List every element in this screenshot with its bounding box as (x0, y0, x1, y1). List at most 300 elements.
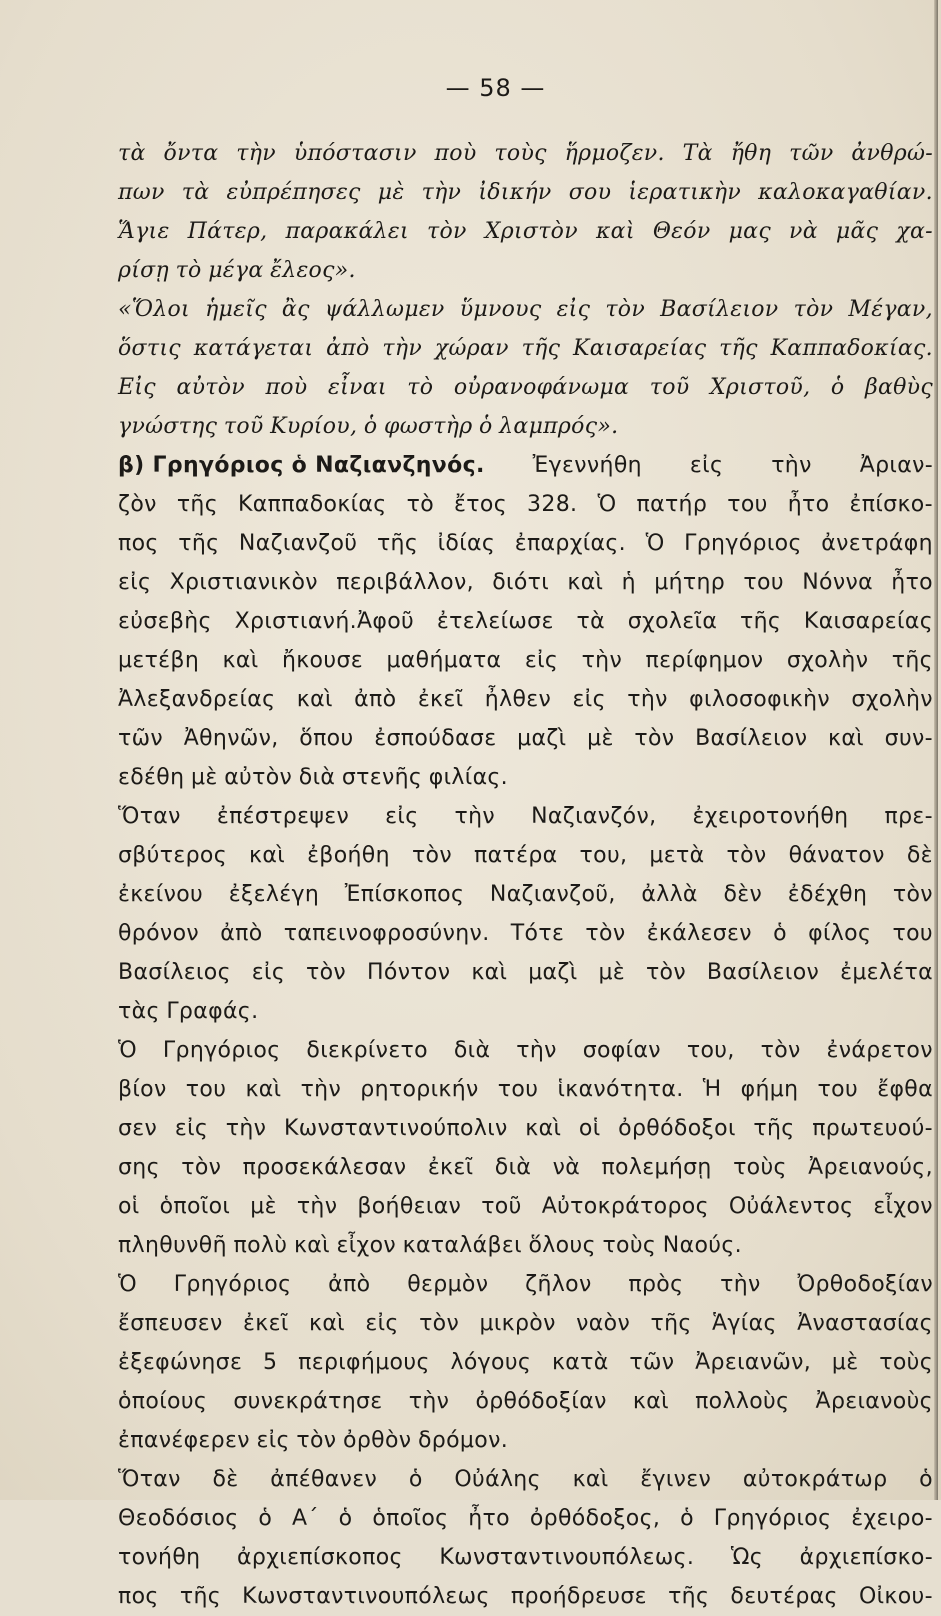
text-line (118, 1031, 933, 1070)
word: πων (118, 180, 165, 205)
word: Εἰς (118, 375, 156, 400)
word: του (892, 921, 933, 946)
text-line (118, 1499, 933, 1538)
word: ὄντα (163, 141, 219, 166)
word: δευτέρας (730, 1584, 838, 1609)
word: τὸν (892, 882, 933, 907)
word: τῆς (753, 1116, 795, 1141)
word: του (817, 1077, 859, 1102)
text-line (118, 1148, 933, 1187)
word: Ἀρειανοὺς (815, 1389, 933, 1414)
word: περιφήμους (298, 1350, 430, 1375)
text-line (118, 212, 933, 251)
word: Οἰκου- (858, 1584, 933, 1609)
word: ἔλεος». (270, 258, 356, 283)
word: νὰ (552, 1155, 581, 1180)
word: τὴν (627, 687, 668, 712)
word: Γρηγόριος (162, 1038, 281, 1063)
text-line-heading (118, 446, 933, 485)
word: ἐτελείωσε (436, 609, 554, 634)
word: ἐκείνου (118, 882, 204, 907)
word: Ὀρθοδοξίαν (797, 1272, 933, 1297)
text-line (118, 368, 933, 407)
word: ἂς (281, 297, 310, 322)
word: τὸν (585, 921, 626, 946)
word: ὀρθόδοξίαν (475, 1389, 607, 1414)
word: φιλοσοφικὴν (689, 687, 831, 712)
word: ἐπέστρεψεν (216, 804, 350, 829)
word: θάνατον (788, 843, 885, 868)
word: τὴν (516, 1038, 557, 1063)
word: Μέγαν, (848, 297, 933, 322)
word: τῶν (629, 1350, 675, 1375)
word: Ἐγεννήθη (532, 453, 642, 478)
word: Ἐπίσκοπος (344, 882, 465, 907)
text-line (118, 1109, 933, 1148)
word: φωστὴρ (383, 414, 473, 439)
word: ἐπανέφερεν (118, 1428, 250, 1453)
word: τῆς (176, 492, 218, 517)
word: τὴν (771, 453, 812, 478)
word: τῆς (376, 531, 419, 556)
word: τῶν (789, 141, 834, 166)
text-line (118, 329, 933, 368)
word: Τότε (510, 921, 565, 946)
word: διὰ (298, 765, 336, 790)
word: Ναζιανζοῦ, (489, 882, 616, 907)
word: ἐσπούδασε (374, 726, 497, 751)
word: διὰ (453, 1038, 491, 1063)
biography-text (118, 446, 933, 1616)
word: τὸν (760, 1038, 801, 1063)
word: Καππαδοκίας. (770, 336, 933, 361)
word: λόγους (450, 1350, 532, 1375)
text-line (118, 1343, 933, 1382)
word: φήμη (740, 1077, 799, 1102)
word: πρε- (884, 804, 933, 829)
word: Πάτερ, (187, 219, 268, 244)
word: τὸν (726, 843, 767, 868)
word: οὐρανοφάνωμα (453, 375, 630, 400)
word: ἐκεῖ (243, 1311, 289, 1336)
word: τοὺς (879, 1350, 933, 1375)
word: τονήθη (118, 1545, 201, 1570)
word: καὶ (222, 648, 259, 673)
word: μετὰ (649, 843, 705, 868)
word: ναὸν (576, 1311, 631, 1336)
text-line (118, 251, 933, 290)
word: καὶ (249, 843, 286, 868)
word: μαζὶ (517, 726, 567, 751)
word: σχολεῖα (627, 609, 718, 634)
word: ἤθη (730, 141, 772, 166)
word: μὲ (598, 960, 626, 985)
word: Ναζιανζόν, (531, 804, 657, 829)
page-number: — 58 — (445, 74, 546, 102)
word: μὲ (191, 765, 218, 790)
word: ὁποίους (118, 1389, 208, 1414)
word: παρακάλει (285, 219, 409, 244)
word: τοῦ (649, 375, 690, 400)
text-line (118, 641, 933, 680)
word: καὶ (595, 219, 635, 244)
word: ὅστις (118, 336, 181, 361)
word: Χριστιανικὸν (169, 570, 318, 595)
word: βίον (118, 1077, 167, 1102)
word: τὸν (645, 960, 686, 985)
word: ἐκεῖ (427, 1155, 474, 1180)
text-line (118, 914, 933, 953)
word: τῆς (178, 531, 220, 556)
word: Ὅταν (118, 1467, 181, 1492)
word: Ὁ (118, 1038, 138, 1063)
word: πος (118, 1584, 159, 1609)
word: ζὸν (118, 492, 157, 517)
word: τῆς (650, 1311, 692, 1336)
word: συν- (884, 726, 933, 751)
word: ὁ (338, 1506, 353, 1531)
word: καὶ (525, 1116, 562, 1141)
word: Ἅγιε (118, 219, 170, 244)
word: χώραν (434, 336, 509, 361)
word: συνεκράτησε (233, 1389, 383, 1414)
word: καὶ (567, 570, 604, 595)
body-text (118, 134, 933, 1616)
word: τὴν (720, 1272, 761, 1297)
word: διεκρίνετο (306, 1038, 428, 1063)
text-line (118, 524, 933, 563)
word: ἦτο (468, 1506, 510, 1531)
word: εἰς (251, 960, 286, 985)
word: Ναούς. (662, 1233, 742, 1258)
word: μαζὶ (528, 960, 578, 985)
italic-hymn-passage (118, 134, 933, 446)
word: τὴν (225, 1116, 267, 1141)
word: Ἀρειανούς, (808, 1155, 933, 1180)
word: ἐπαρχίας. (514, 531, 627, 556)
word: μας (728, 219, 771, 244)
text-line (118, 680, 933, 719)
word: τὸν (296, 1428, 337, 1453)
word: τοῦ (481, 1194, 522, 1219)
word: γνώστης (118, 414, 218, 439)
word: ὁ (680, 1506, 694, 1531)
word: ὁποῖοι (159, 1194, 231, 1219)
text-line (118, 173, 933, 212)
word: ἡ (621, 570, 636, 595)
word: θρόνον (118, 921, 200, 946)
word: Χριστιανή.Ἀφοῦ (234, 609, 415, 634)
word: ἐπίσκο- (849, 492, 933, 517)
text-line (118, 1382, 933, 1421)
word: του (727, 492, 768, 517)
word: ἀπέθανεν (270, 1467, 378, 1492)
word: νὰ (789, 219, 818, 244)
text-line (118, 290, 933, 329)
word: ἐδέχθη (787, 882, 868, 907)
word: μᾶς (835, 219, 879, 244)
word: σεν (118, 1116, 158, 1141)
word: ἀπὸ (220, 921, 263, 946)
word: ἦτο (787, 492, 830, 517)
word: Γραφάς. (166, 999, 259, 1024)
word: τὸ (175, 258, 202, 283)
word: του (185, 1077, 227, 1102)
text-line (118, 1421, 933, 1460)
word: αὐτοκράτωρ (742, 1467, 888, 1492)
word: Καππαδοκίας (238, 492, 387, 517)
word: Βασίλειον (706, 960, 820, 985)
word: φίλος (808, 921, 872, 946)
word: εδέθη (118, 765, 185, 790)
text-line (118, 797, 933, 836)
text-line (118, 407, 933, 446)
word: ἤκουσε (281, 648, 363, 673)
word: Πόντον (367, 960, 451, 985)
word: Ὁ (597, 492, 617, 517)
text-line (118, 758, 933, 797)
word: προσεκάλεσαν (242, 1155, 407, 1180)
word: μήτηρ (654, 570, 726, 595)
word: Θεόν (652, 219, 711, 244)
word: καὶ (572, 1467, 609, 1492)
word: μὲ (587, 726, 614, 751)
word: διότι (492, 570, 550, 595)
word: ὅλους (528, 1233, 596, 1258)
word: ὕμνους (459, 297, 542, 322)
word: τὴν (300, 1077, 342, 1102)
word: μικρὸν (479, 1311, 556, 1336)
word: Ἀρειανῶν, (695, 1350, 812, 1375)
word: οἱ (118, 1194, 140, 1219)
word: ὁποῖος (372, 1506, 449, 1531)
word: πατήρ (636, 492, 708, 517)
word: τὴν (581, 648, 623, 673)
word: ρητορικήν (360, 1077, 479, 1102)
word: του (743, 570, 784, 595)
text-line (118, 1304, 933, 1343)
text-line (118, 719, 933, 758)
word: ἦλθεν (484, 687, 552, 712)
word: σχολὴν (851, 687, 933, 712)
word: περίφημον (645, 648, 764, 673)
word: 328. (527, 492, 578, 517)
word: μαθήματα (386, 648, 502, 673)
word: ὁ (830, 375, 845, 400)
word: Τὰ (682, 141, 713, 166)
word: μετέβη (118, 648, 200, 673)
word: ἰδικήν (478, 180, 552, 205)
word: ὁ (363, 414, 378, 439)
word: Χριστοῦ, (709, 375, 811, 400)
word: Βασίλειον (695, 726, 808, 751)
word: ἐξελέγη (228, 882, 320, 907)
word: οἱ (578, 1116, 601, 1141)
word: καὶ (296, 687, 333, 712)
word: τὸ (407, 375, 434, 400)
word: ἀρχιεπίσκοπος (237, 1545, 403, 1570)
word: Κωνσταντινούπολιν (283, 1116, 508, 1141)
word: πος (118, 531, 159, 556)
word: Γρηγόριος (713, 1506, 832, 1531)
word: καλοκαγαθίαν. (758, 180, 933, 205)
word: τὴν (236, 141, 276, 166)
word: πρωτευού- (812, 1116, 933, 1141)
word: ἀλλὰ (641, 882, 698, 907)
word: ὀρθόδοξοι (618, 1116, 736, 1141)
text-line (118, 563, 933, 602)
word: τὸ (406, 492, 434, 517)
word: τὴν (382, 336, 423, 361)
word: ὑπόστασιν (293, 141, 417, 166)
word: καὶ (471, 960, 508, 985)
word: τῶν (118, 726, 164, 751)
word: δὲ (906, 843, 933, 868)
word: Α΄ (292, 1506, 319, 1531)
word: Ἁγίας (712, 1311, 777, 1336)
word: εὐσεβὴς (118, 609, 212, 634)
word: τῆς (739, 609, 782, 634)
word: Βασίλειον (660, 297, 779, 322)
word: τὴν (408, 1389, 450, 1414)
word: ἰδίας (437, 531, 496, 556)
word: κατὰ (551, 1350, 609, 1375)
word: τὸν (793, 297, 834, 322)
word: καταλάβει (402, 1233, 522, 1258)
word: μὲ (831, 1350, 859, 1375)
word: ἐξεφώνησε (118, 1350, 243, 1375)
word: εὐπρέπησες (226, 180, 361, 205)
word: τὸν (181, 1155, 222, 1180)
word: θερμὸν (407, 1272, 489, 1297)
word: τὰς (118, 999, 160, 1024)
word: βαθὺς (864, 375, 933, 400)
word: χα- (896, 219, 933, 244)
word: Κωνσταντινουπόλεως. (439, 1545, 695, 1570)
word: δρόμον. (418, 1428, 509, 1453)
word: καὶ (632, 1389, 669, 1414)
word: Γρηγόριος (684, 531, 802, 556)
word: τὰ (118, 141, 146, 166)
word: τὴν (454, 804, 496, 829)
text-line (118, 1187, 933, 1226)
word: Ἀλεξανδρείας (118, 687, 276, 712)
word: τὴν (296, 1194, 338, 1219)
word: Αὐτοκράτορος (541, 1194, 709, 1219)
word: εἰς (524, 648, 559, 673)
word: ὁ (773, 921, 787, 946)
word: τῆς (179, 1584, 221, 1609)
word: ὁ (258, 1506, 273, 1531)
word: αὐτὸν (176, 375, 245, 400)
word: εἰς (118, 570, 152, 595)
word: ἦτο (891, 570, 933, 595)
word: Ὁ (645, 531, 665, 556)
word: τὸν (426, 219, 467, 244)
word: πολὺ (233, 1233, 288, 1258)
word: του, (579, 843, 628, 868)
word: εἰς (556, 297, 591, 322)
word: ἱκανότητα. (557, 1077, 684, 1102)
word: σχολὴν (786, 648, 869, 673)
word: Ὁ (118, 1272, 138, 1297)
word: διὰ (494, 1155, 532, 1180)
word: Νόννα (802, 570, 873, 595)
word: τὸν (605, 297, 646, 322)
word: ὀρθόδοξος, (529, 1506, 661, 1531)
word: σβύτερος (118, 843, 227, 868)
word: μέγα (208, 258, 264, 283)
word: τὸν (411, 843, 452, 868)
word: Ἡ (702, 1077, 722, 1102)
word: ἔτος (454, 492, 507, 517)
word: τὸν (306, 960, 347, 985)
word: καὶ (293, 1233, 330, 1258)
word: ποὺ (434, 141, 477, 166)
word: ἔγινεν (640, 1467, 712, 1492)
word: εἶχον (873, 1194, 933, 1219)
word: Καισαρείας (573, 336, 707, 361)
text-line (118, 875, 933, 914)
word: ψάλλωμεν (324, 297, 445, 322)
word: τῆς (891, 648, 933, 673)
page-edge-shadow (934, 0, 938, 1500)
word: προήδρευσε (510, 1584, 647, 1609)
word: καὶ (309, 1311, 345, 1336)
word: εἰς (572, 687, 606, 712)
text-line (118, 1538, 933, 1577)
word: ἀνετράφη (821, 531, 933, 556)
word: ἱερατικὴν (628, 180, 742, 205)
word: εἶχον (336, 1233, 397, 1258)
text-line (118, 992, 933, 1031)
word: ὁ (919, 1467, 933, 1492)
word: ἥρμοζεν. (564, 141, 665, 166)
word: Ἀθηνῶν, (183, 726, 279, 751)
word: ἔφθα (877, 1077, 933, 1102)
word: ἀνθρώ- (851, 141, 933, 166)
word: 5 (262, 1350, 278, 1375)
word: ὁ (408, 1467, 423, 1492)
word: ὀρθὸν (343, 1428, 412, 1453)
word: εἰς (365, 1311, 399, 1336)
word: Χριστὸν (484, 219, 578, 244)
word: ἡμεῖς (205, 297, 267, 322)
text-line (118, 1265, 933, 1304)
word: ὁ (479, 414, 493, 439)
word: ἐχειροτονήθη (692, 804, 849, 829)
word: τῆς (668, 1584, 710, 1609)
word: Θεοδόσιος (118, 1506, 239, 1531)
word: πολλοὺς (695, 1389, 790, 1414)
word: του (497, 1077, 539, 1102)
word: «Ὅλοι (118, 297, 190, 322)
word: τὰ (576, 609, 605, 634)
word: αὐτὸν (224, 765, 293, 790)
text-line (118, 134, 933, 173)
word: τοὺς (733, 1155, 787, 1180)
word: εἰς (174, 1116, 209, 1141)
word: περιβάλλον, (336, 570, 474, 595)
word: Οὐάλεντος (728, 1194, 854, 1219)
word: Βασίλειος (118, 960, 231, 985)
word: ἀρχιεπίσκο- (799, 1545, 933, 1570)
word: του, (686, 1038, 735, 1063)
word: Ὅταν (118, 804, 181, 829)
text-line (118, 836, 933, 875)
word: ρίσῃ (118, 258, 169, 283)
word: δὲ (212, 1467, 239, 1492)
